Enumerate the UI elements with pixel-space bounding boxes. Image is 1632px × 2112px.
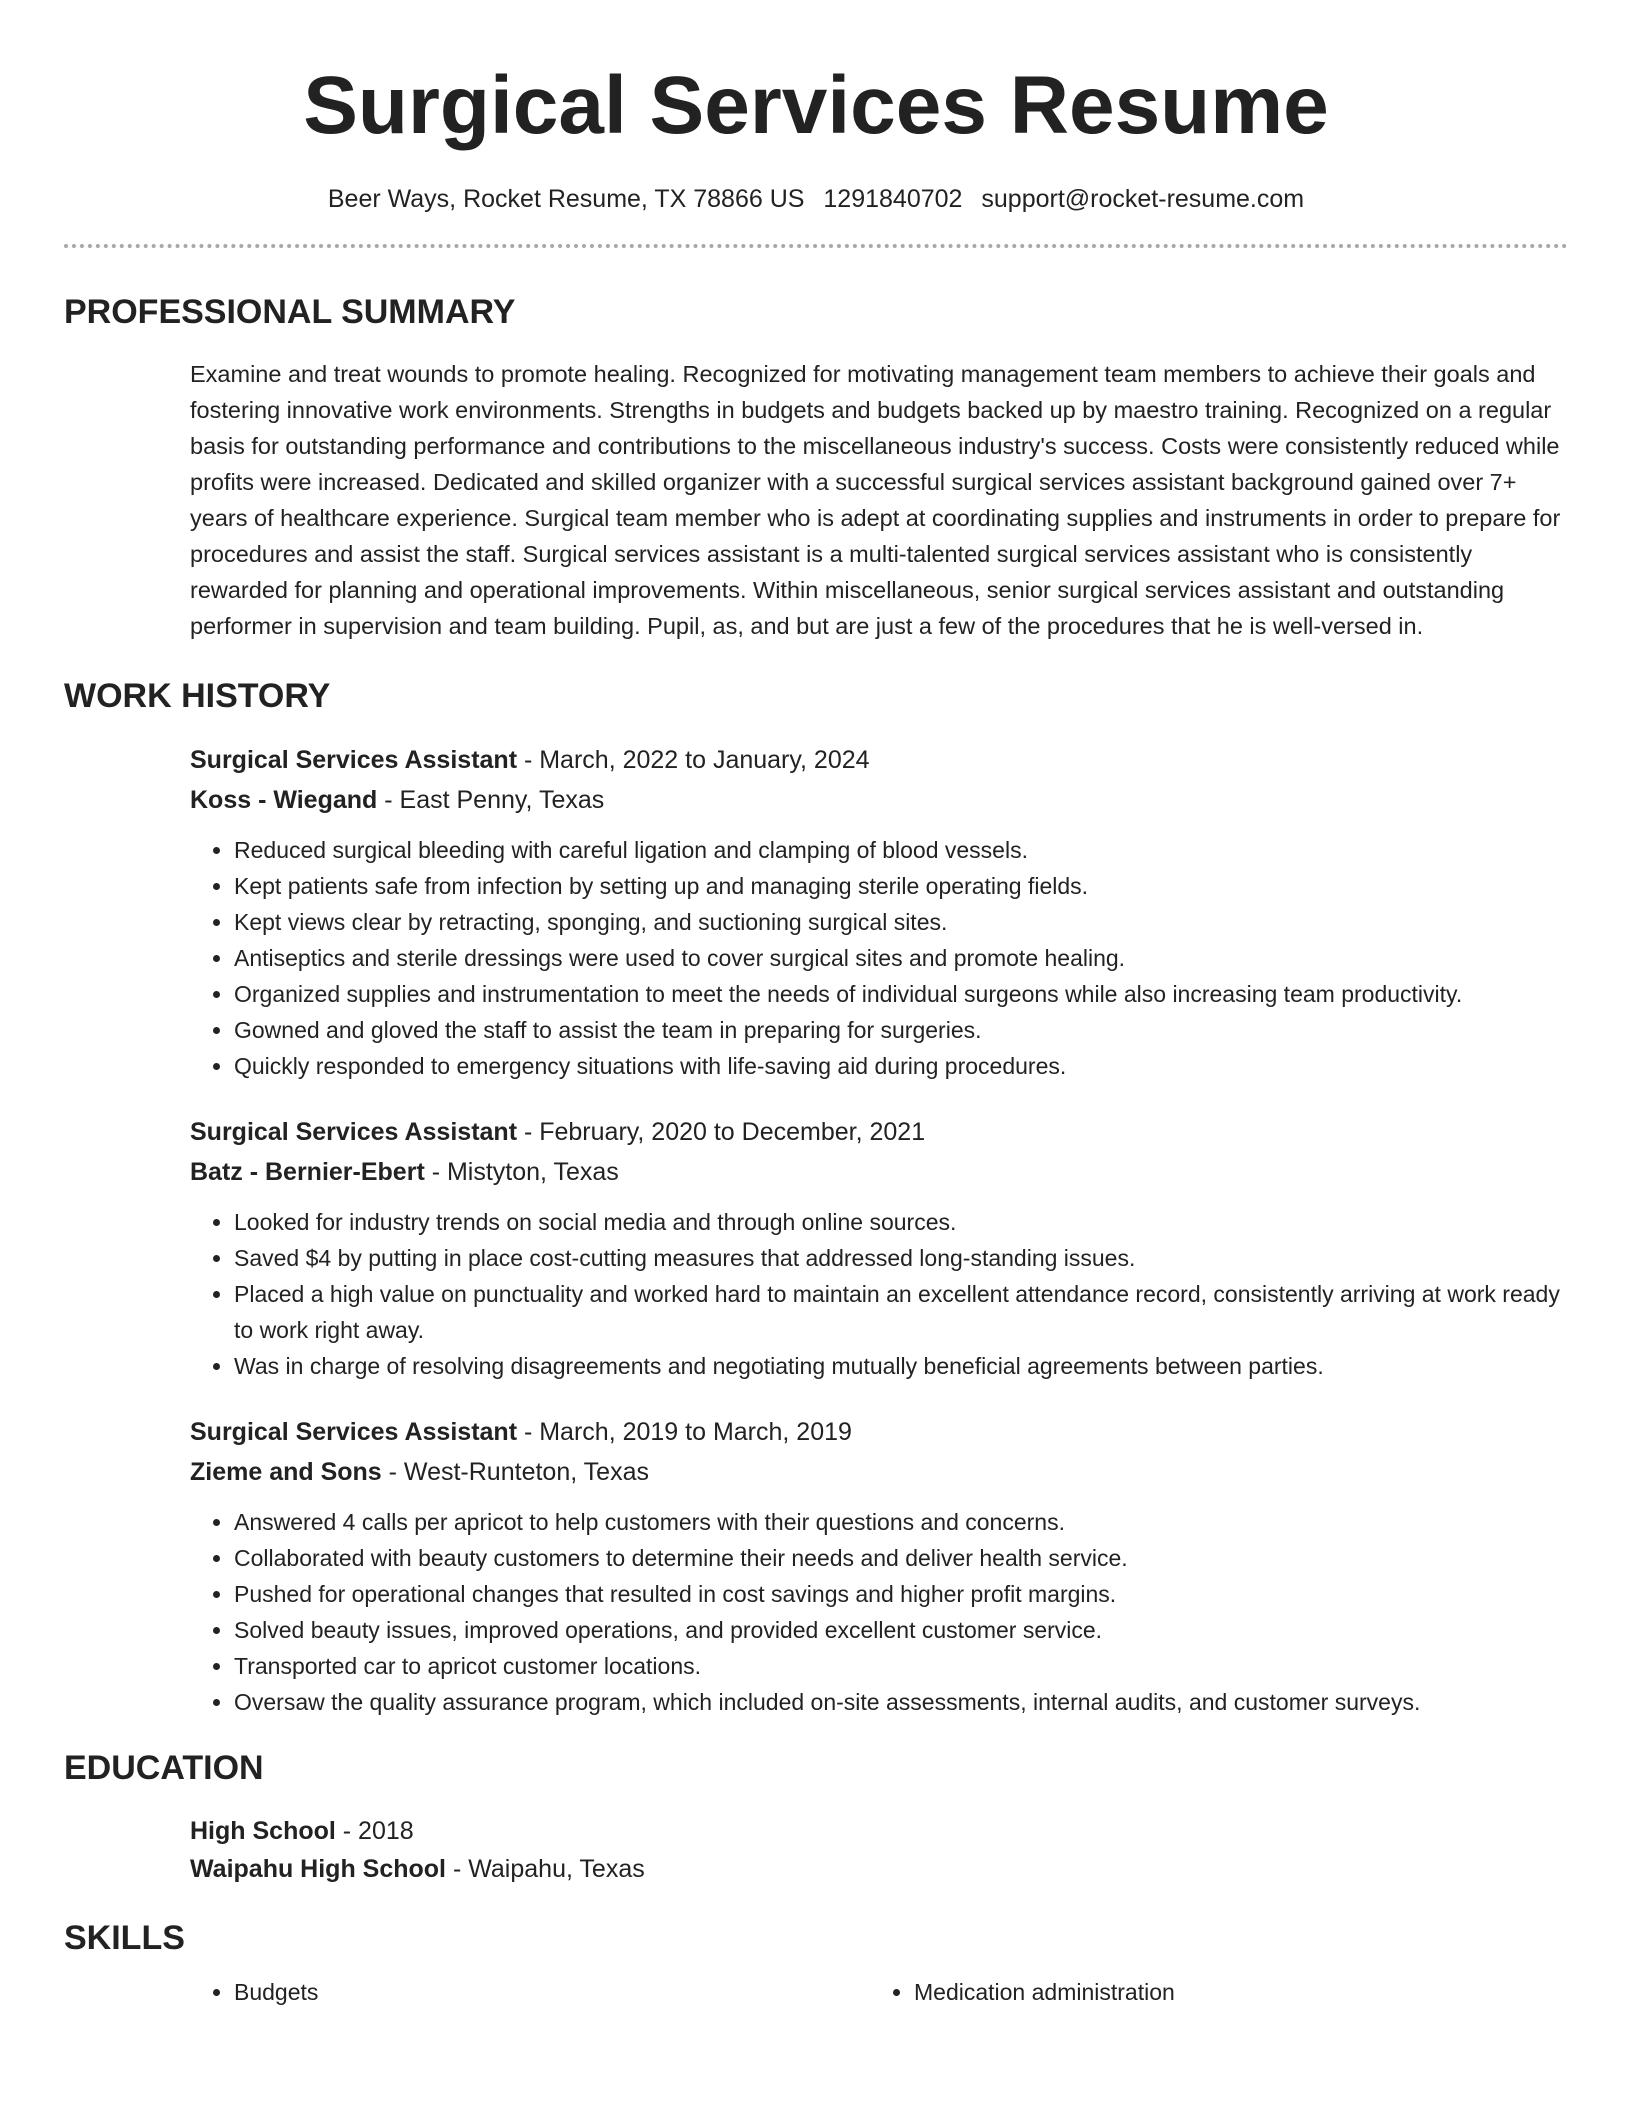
job-duties [190,1504,1568,1720]
job-location: - Mistyton, Texas [424,1158,619,1186]
list-item: • Placed a high value on punctuality and worked hard to maintain an excellent attendance record, consistently arriving at work ready to work right away. [234,1276,1568,1348]
list-item: • Pushed for operational changes that resulted in cost savings and higher profit margins. [234,1576,1568,1612]
job-duties [190,1204,1568,1384]
header-divider [64,244,1568,248]
list-item: • Saved $4 by putting in place cost-cutting measures that addressed long-standing issues. [234,1240,1568,1276]
job-entry [190,1412,1568,1720]
job-entry [190,1112,1568,1384]
list-item: • Oversaw the quality assurance program, which included on-site assessments, internal audits, and customer surveys. [234,1684,1568,1720]
job-company-line [190,780,1568,820]
list-item: • Antiseptics and sterile dressings were used to cover surgical sites and promote healing. [234,940,1568,976]
job-entry [190,740,1568,1084]
contact-address: Beer Ways, Rocket Resume, TX 78866 US [327,185,805,213]
job-role-line [190,1112,1568,1152]
job-role: Surgical Services Assistant [190,746,518,774]
list-item: • Budgets [234,1974,870,2010]
job-company: Koss - Wiegand [190,786,378,814]
list-item: • Reduced surgical bleeding with careful ligation and clamping of blood vessels. [234,832,1568,868]
skills-column-left [190,1974,870,2010]
list-item: • Looked for industry trends on social media and through online sources. [234,1204,1568,1240]
education-location: - Waipahu, Texas [446,1855,645,1883]
list-item: • Answered 4 calls per apricot to help customers with their questions and concerns. [234,1504,1568,1540]
list-item: • Organized supplies and instrumentation to meet the needs of individual surgeons while also increasing team productivity. [234,976,1568,1012]
list-item: • Kept views clear by retracting, sponging, and suctioning surgical sites. [234,904,1568,940]
contact-phone: 1291840702 [823,185,963,213]
job-dates: - February, 2020 to December, 2021 [517,1118,926,1146]
skills-column-right [870,1974,1550,2010]
work-history-heading: WORK HISTORY [64,677,331,715]
job-role: Surgical Services Assistant [190,1118,518,1146]
list-item: • Transported car to apricot customer locations. [234,1648,1568,1684]
job-location: - West-Runteton, Texas [381,1458,649,1486]
list-item: • Kept patients safe from infection by setting up and managing sterile operating fields. [234,868,1568,904]
list-item: • Collaborated with beauty customers to determine their needs and deliver health service. [234,1540,1568,1576]
job-company-line [190,1452,1568,1492]
education-school: Waipahu High School [190,1855,447,1883]
job-duties [190,832,1568,1084]
job-company-line [190,1152,1568,1192]
job-role-line [190,1412,1568,1452]
job-location: - East Penny, Texas [377,786,605,814]
contact-line [64,182,1568,216]
contact-email[interactable]: support@rocket-resume.com [981,185,1305,213]
education-degree: High School [190,1817,336,1845]
list-item: • Solved beauty issues, improved operations, and provided excellent customer service. [234,1612,1568,1648]
job-dates: - March, 2022 to January, 2024 [517,746,870,774]
education-heading: EDUCATION [64,1749,264,1787]
education-degree-line [190,1812,1568,1850]
education-year: - 2018 [335,1817,414,1845]
list-item: • Quickly responded to emergency situations with life-saving aid during procedures. [234,1048,1568,1084]
job-role: Surgical Services Assistant [190,1418,518,1446]
work-history-list [190,740,1568,1720]
summary-heading: PROFESSIONAL SUMMARY [64,293,516,331]
job-company: Zieme and Sons [190,1458,382,1486]
job-role-line [190,740,1568,780]
list-item: • Gowned and gloved the staff to assist the team in preparing for surgeries. [234,1012,1568,1048]
skills-list [190,1974,1568,2010]
job-dates: - March, 2019 to March, 2019 [517,1418,852,1446]
summary-text: Examine and treat wounds to promote healing. Recognized for motivating management team members to achieve their goals and fostering innovative work environments. Strengths in budgets and budgets backed up by maestro training. Recognized on a regular basis for outstanding performance and contributions to the miscellaneous industry's success. Costs were consistently reduced while profits were increased. Dedicated and skilled organizer with a successful surgical services assistant background gained over 7+ years of healthcare experience. Surgical team member who is adept at coordinating supplies and instruments in order to prepare for procedures and assist the staff. Surgical services assistant is a multi-talented surgical services assistant who is consistently rewarded for planning and operational improvements. Within miscellaneous, senior surgical services assistant and outstanding performer in supervision and team building. Pupil, as, and but are just a few of the procedures that he is well-versed in. [190,361,1561,639]
resume-title: Surgical Services Resume [303,60,1329,151]
job-company: Batz - Bernier-Ebert [190,1158,425,1186]
education-school-line [190,1850,1568,1888]
list-item: • Was in charge of resolving disagreements and negotiating mutually beneficial agreements between parties. [234,1348,1568,1384]
skills-heading: SKILLS [64,1919,185,1957]
education-entry [190,1812,1568,1888]
list-item: • Medication administration [914,1974,1550,2010]
